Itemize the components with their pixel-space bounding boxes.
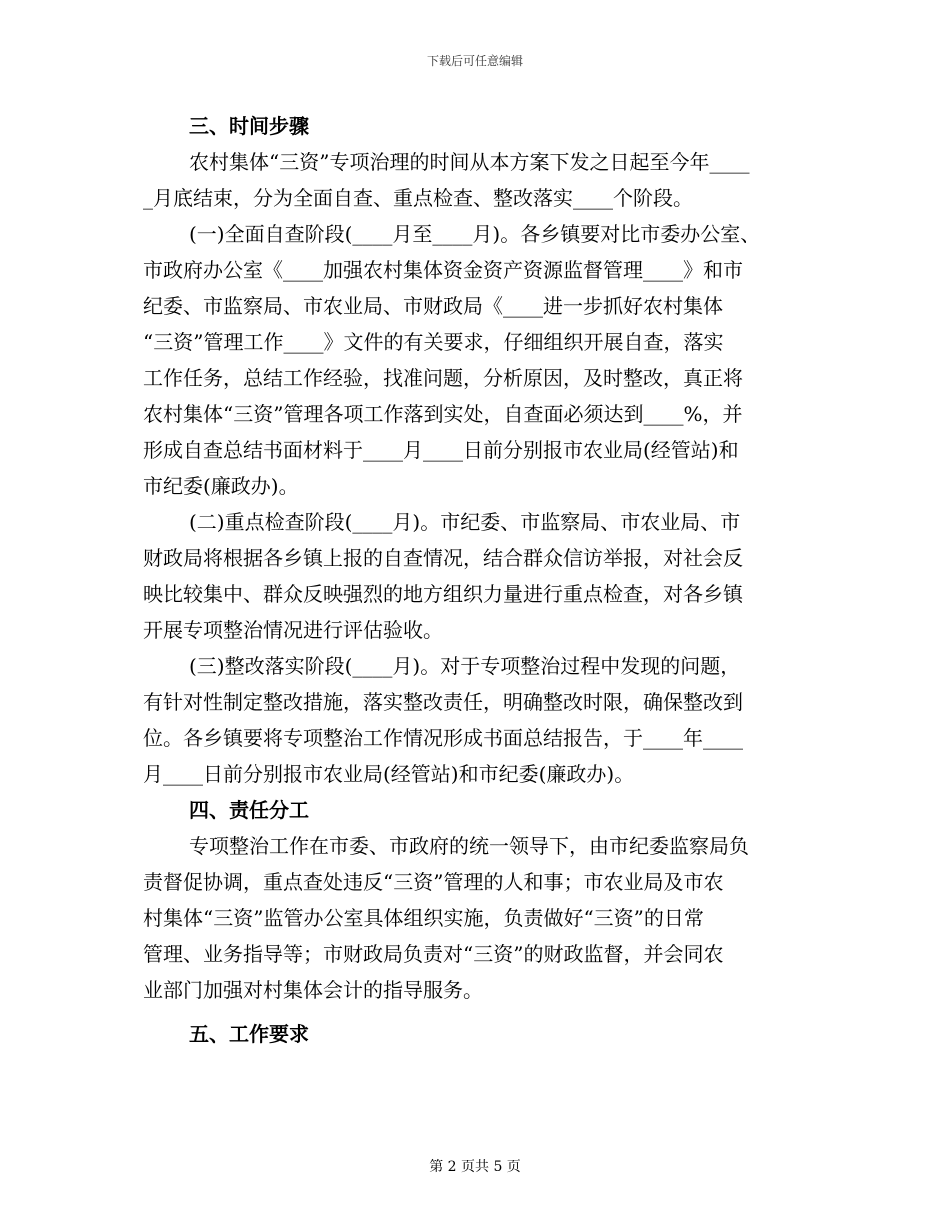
document-body [143, 108, 806, 1052]
text-line: 位。各乡镇要将专项整治工作情况形成书面总结报告，于____年____ [143, 726, 743, 750]
text-line: 专项整治工作在市委、市政府的统一领导下，由市纪委监察局负 [189, 834, 749, 858]
text-line: 有针对性制定整改措施，落实整改责任，明确整改时限，确保整改到 [143, 690, 743, 714]
text-line: 财政局将根据各乡镇上报的自查情况，结合群众信访举报，对社会反 [143, 546, 743, 570]
paragraph [143, 828, 806, 1008]
section-heading: 三、时间步骤 [189, 114, 309, 138]
text-line: 映比较集中、群众反映强烈的地方组织力量进行重点检查，对各乡镇 [143, 582, 743, 606]
text-line: 市政府办公室《____加强农村集体资金资产资源监督管理____》和市 [143, 258, 743, 282]
text-line: 月____日前分别报市农业局(经管站)和市纪委(廉政办)。 [143, 762, 635, 786]
text-line: 农村集体“三资”管理各项工作落到实处，自查面必须达到____%，并 [143, 402, 743, 426]
text-line: 开展专项整治情况进行评估验收。 [143, 618, 443, 642]
page-footer: 第 2 页共 5 页 [429, 1159, 521, 1175]
section-heading: 四、责任分工 [189, 798, 309, 822]
page-header: 下载后可任意编辑 [426, 54, 523, 68]
text-line: 管理、业务指导等；市财政局负责对“三资”的财政监督，并会同农 [143, 942, 724, 966]
text-line: 工作任务，总结工作经验，找准问题，分析原因，及时整改，真正将 [143, 366, 743, 390]
text-line: (三)整改落实阶段(____月)。对于专项整治过程中发现的问题， [189, 654, 741, 678]
text-line: 农村集体“三资”专项治理的时间从本方案下发之日起至今年____ [189, 150, 750, 174]
text-line: 村集体“三资”监管办公室具体组织实施，负责做好“三资”的日常 [143, 906, 704, 930]
text-line: 纪委、市监察局、市农业局、市财政局《____进一步抓好农村集体 [143, 294, 723, 318]
text-line: 责督促协调，重点查处违反“三资”管理的人和事；市农业局及市农 [143, 870, 724, 894]
text-line: 形成自查总结书面材料于____月____日前分别报市农业局(经管站)和 [143, 438, 739, 462]
text-line: _月底结束，分为全面自查、重点检查、整改落实____个阶段。 [143, 186, 693, 210]
text-line: “三资”管理工作____》文件的有关要求，仔细组织开展自查，落实 [143, 330, 724, 354]
text-line: (二)重点检查阶段(____月)。市纪委、市监察局、市农业局、市 [189, 510, 741, 534]
paragraph [143, 648, 806, 792]
paragraph [143, 504, 806, 648]
text-line: 业部门加强对村集体会计的指导服务。 [143, 978, 483, 1002]
paragraph [143, 144, 806, 216]
text-line: (一)全面自查阶段(____月至____月)。各乡镇要对比市委办公室、 [189, 222, 761, 246]
text-line: 市纪委(廉政办)。 [143, 474, 299, 498]
section-heading: 五、工作要求 [189, 1022, 309, 1046]
paragraph [143, 216, 806, 504]
